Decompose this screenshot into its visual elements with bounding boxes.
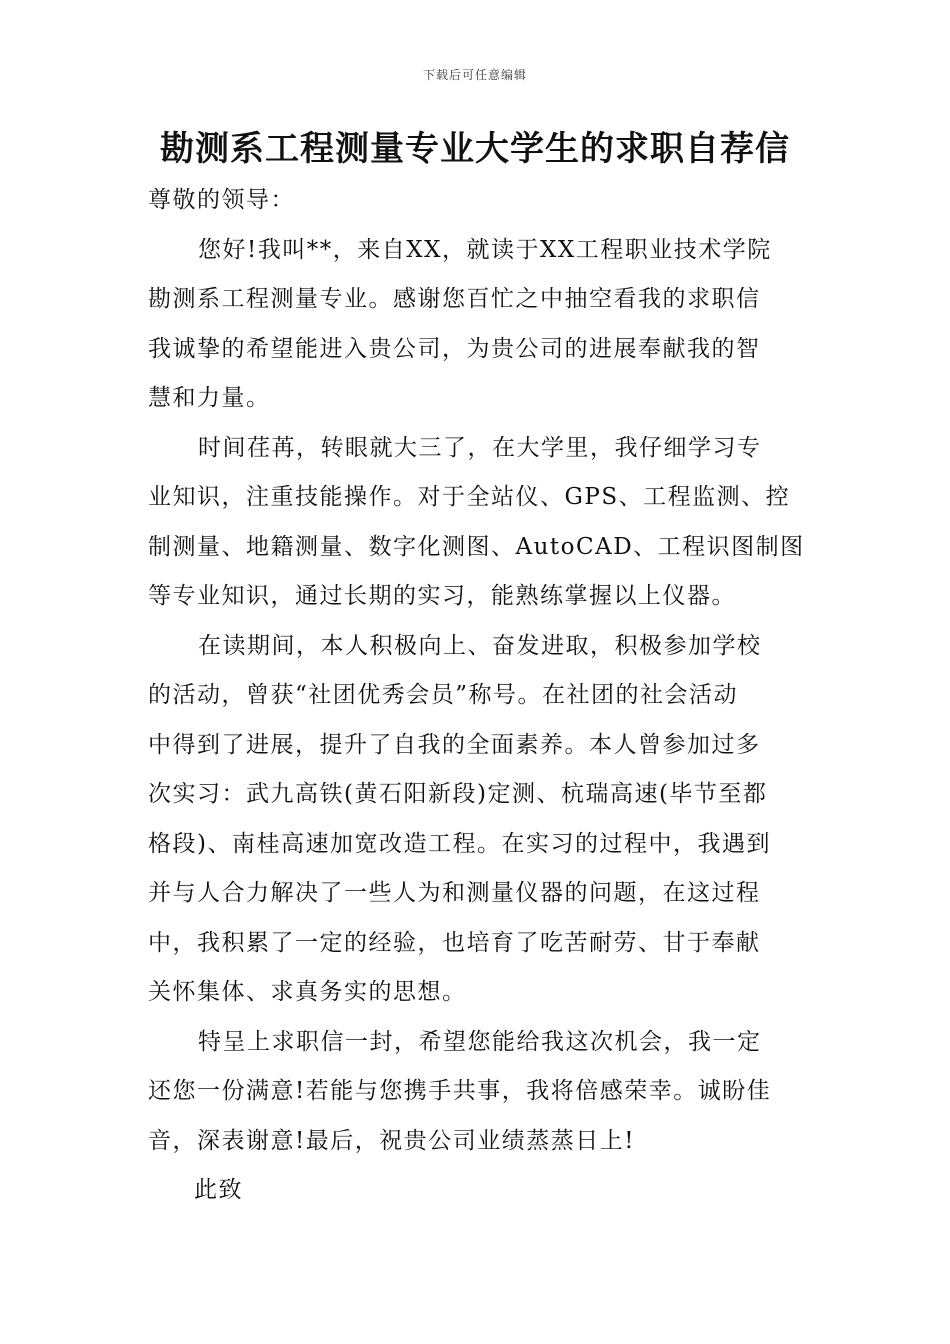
paragraph-line: 制测量、地籍测量、数字化测图、AutoCAD、工程识图制图 xyxy=(148,533,805,560)
paragraph-studies xyxy=(148,424,808,622)
salutation: 尊敬的领导： xyxy=(148,187,295,213)
paragraph-line: 关怀集体、求真务实的思想。 xyxy=(148,979,467,1005)
paragraph-line: 次实习：武九高铁(黄石阳新段)定测、杭瑞高速(毕节至都 xyxy=(148,781,768,807)
paragraph-line: 音，深表谢意!最后，祝贵公司业绩蒸蒸日上! xyxy=(148,1127,635,1154)
paragraph-request xyxy=(148,1018,808,1167)
paragraph-experience xyxy=(148,622,808,1018)
letter-body xyxy=(148,176,808,1216)
paragraph-line: 业知识，注重技能操作。对于全站仪、GPS、工程监测、控 xyxy=(148,484,791,510)
paragraph-line: 勘测系工程测量专业。感谢您百忙之中抽空看我的求职信 xyxy=(148,286,761,312)
paragraph-line: 慧和力量。 xyxy=(148,385,271,411)
closing-phrase: 此致 xyxy=(194,1177,243,1203)
paragraph-line: 在读期间，本人积极向上、奋发进取，积极参加学校 xyxy=(198,632,762,659)
header-note: 下载后可任意编辑 xyxy=(422,68,527,82)
paragraph-line: 并与人合力解决了一些人为和测量仪器的问题，在这过程 xyxy=(148,880,761,906)
paragraph-line: 中，我积累了一定的经验，也培育了吃苦耐劳、甘于奉献 xyxy=(148,929,761,956)
paragraph-line: 特呈上求职信一封，希望您能给我这次机会，我一定 xyxy=(198,1028,762,1055)
paragraph-line: 时间荏苒，转眼就大三了，在大学里，我仔细学习专 xyxy=(198,434,762,461)
paragraph-line: 的活动，曾获“社团优秀会员”称号。在社团的社会活动 xyxy=(148,682,739,708)
document-title: 勘测系工程测量专业大学生的求职自荐信 xyxy=(160,129,790,169)
paragraph-line: 中得到了进展，提升了自我的全面素养。本人曾参加过多 xyxy=(148,731,761,758)
paragraph-line: 我诚挚的希望能进入贵公司，为贵公司的进展奉献我的智 xyxy=(148,335,761,362)
paragraph-line: 您好!我叫**，来自XX，就读于XX工程职业技术学院 xyxy=(198,236,772,263)
paragraph-line: 等专业知识，通过长期的实习，能熟练掌握以上仪器。 xyxy=(148,583,736,609)
paragraph-greeting xyxy=(148,226,808,424)
paragraph-line: 格段)、南桂高速加宽改造工程。在实习的过程中，我遇到 xyxy=(148,830,771,857)
paragraph-line: 还您一份满意!若能与您携手共事，我将倍感荣幸。诚盼佳 xyxy=(148,1078,772,1104)
